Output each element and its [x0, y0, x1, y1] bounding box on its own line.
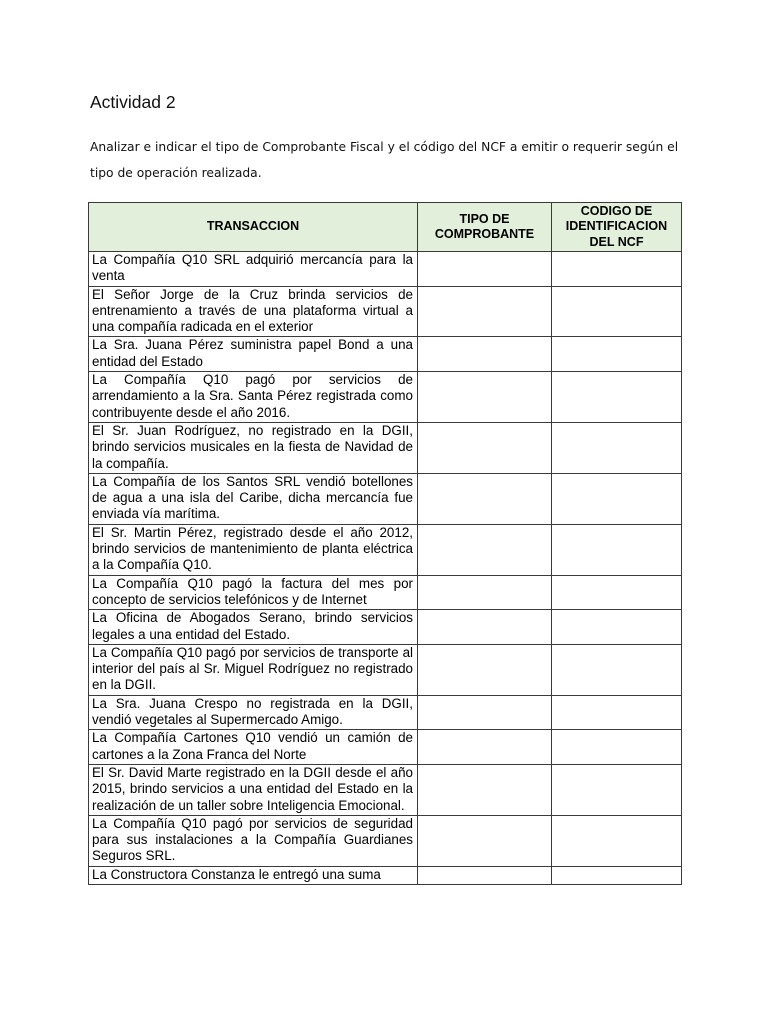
tipo-comprobante-cell[interactable] [418, 730, 552, 765]
codigo-ncf-cell[interactable] [552, 372, 682, 423]
codigo-ncf-cell[interactable] [552, 815, 682, 866]
codigo-ncf-cell[interactable] [552, 252, 682, 287]
table-row [89, 644, 682, 695]
codigo-ncf-cell[interactable] [552, 575, 682, 610]
transaction-cell: La Compañía Q10 pagó por servicios de transporte al interior del país al Sr. Miguel Rodríguez no registrado en la DGII. [89, 644, 418, 695]
tipo-comprobante-cell[interactable] [418, 473, 552, 524]
tipo-comprobante-cell[interactable] [418, 252, 552, 287]
header-transaccion: TRANSACCION [89, 203, 418, 252]
table-row [89, 866, 682, 884]
table-row [89, 610, 682, 645]
transactions-table [88, 202, 682, 885]
codigo-ncf-cell[interactable] [552, 764, 682, 815]
transaction-cell: El Señor Jorge de la Cruz brinda servicios de entrenamiento a través de una plataforma virtual a una compañía radicada en el exterior [89, 286, 418, 337]
tipo-comprobante-cell[interactable] [418, 337, 552, 372]
table-row [89, 764, 682, 815]
table-row [89, 252, 682, 287]
table-row [89, 422, 682, 473]
codigo-ncf-cell[interactable] [552, 286, 682, 337]
tipo-comprobante-cell[interactable] [418, 695, 552, 730]
transaction-cell: La Compañía Cartones Q10 vendió un camión de cartones a la Zona Franca del Norte [89, 730, 418, 765]
codigo-ncf-cell[interactable] [552, 730, 682, 765]
tipo-comprobante-cell[interactable] [418, 286, 552, 337]
table-row [89, 524, 682, 575]
codigo-ncf-cell[interactable] [552, 866, 682, 884]
tipo-comprobante-cell[interactable] [418, 866, 552, 884]
codigo-ncf-cell[interactable] [552, 610, 682, 645]
codigo-ncf-cell[interactable] [552, 524, 682, 575]
table-row [89, 473, 682, 524]
table-row [89, 575, 682, 610]
transaction-cell: La Compañía de los Santos SRL vendió botellones de agua a una isla del Caribe, dicha mercancía fue enviada vía marítima. [89, 473, 418, 524]
codigo-ncf-cell[interactable] [552, 644, 682, 695]
transaction-cell: La Sra. Juana Pérez suministra papel Bond a una entidad del Estado [89, 337, 418, 372]
instructions-paragraph: Analizar e indicar el tipo de Comprobante Fiscal y el código del NCF a emitir o requerir según el tipo de operación realizada. [90, 140, 679, 180]
codigo-ncf-cell[interactable] [552, 337, 682, 372]
transaction-cell: La Compañía Q10 pagó por servicios de arrendamiento a la Sra. Santa Pérez registrada como contribuyente desde el año 2016. [89, 372, 418, 423]
transaction-text-clipped: La Constructora Constanza le entregó una suma [92, 866, 381, 882]
table-row [89, 815, 682, 866]
table-row [89, 286, 682, 337]
tipo-comprobante-cell[interactable] [418, 422, 552, 473]
tipo-comprobante-cell[interactable] [418, 372, 552, 423]
codigo-ncf-cell[interactable] [552, 422, 682, 473]
transaction-cell [89, 866, 418, 884]
header-codigo-ncf: CODIGO DE IDENTIFICACION DEL NCF [552, 203, 682, 252]
transaction-cell: La Sra. Juana Crespo no registrada en la DGII, vendió vegetales al Supermercado Amigo. [89, 695, 418, 730]
table-row [89, 372, 682, 423]
transaction-cell: El Sr. Martin Pérez, registrado desde el año 2012, brindo servicios de mantenimiento de planta eléctrica a la Compañía Q10. [89, 524, 418, 575]
tipo-comprobante-cell[interactable] [418, 764, 552, 815]
table-row [89, 730, 682, 765]
transaction-cell: La Compañía Q10 pagó por servicios de seguridad para sus instalaciones a la Compañía Guardianes Seguros SRL. [89, 815, 418, 866]
header-tipo-comprobante: TIPO DE COMPROBANTE [418, 203, 552, 252]
tipo-comprobante-cell[interactable] [418, 644, 552, 695]
tipo-comprobante-cell[interactable] [418, 815, 552, 866]
transaction-cell: La Compañía Q10 SRL adquirió mercancía para la venta [89, 252, 418, 287]
transaction-cell: El Sr. David Marte registrado en la DGII desde el año 2015, brindo servicios a una entidad del Estado en la realización de un taller sobre Inteligencia Emocional. [89, 764, 418, 815]
page-title: Actividad 2 [90, 92, 176, 112]
codigo-ncf-cell[interactable] [552, 473, 682, 524]
table-row [89, 695, 682, 730]
table-header-row [89, 203, 682, 252]
tipo-comprobante-cell[interactable] [418, 575, 552, 610]
transaction-cell: La Compañía Q10 pagó la factura del mes por concepto de servicios telefónicos y de Internet [89, 575, 418, 610]
codigo-ncf-cell[interactable] [552, 695, 682, 730]
tipo-comprobante-cell[interactable] [418, 610, 552, 645]
transaction-cell: La Oficina de Abogados Serano, brindo servicios legales a una entidad del Estado. [89, 610, 418, 645]
transaction-cell: El Sr. Juan Rodríguez, no registrado en la DGII, brindo servicios musicales en la fiesta de Navidad de la compañía. [89, 422, 418, 473]
tipo-comprobante-cell[interactable] [418, 524, 552, 575]
table-row [89, 337, 682, 372]
